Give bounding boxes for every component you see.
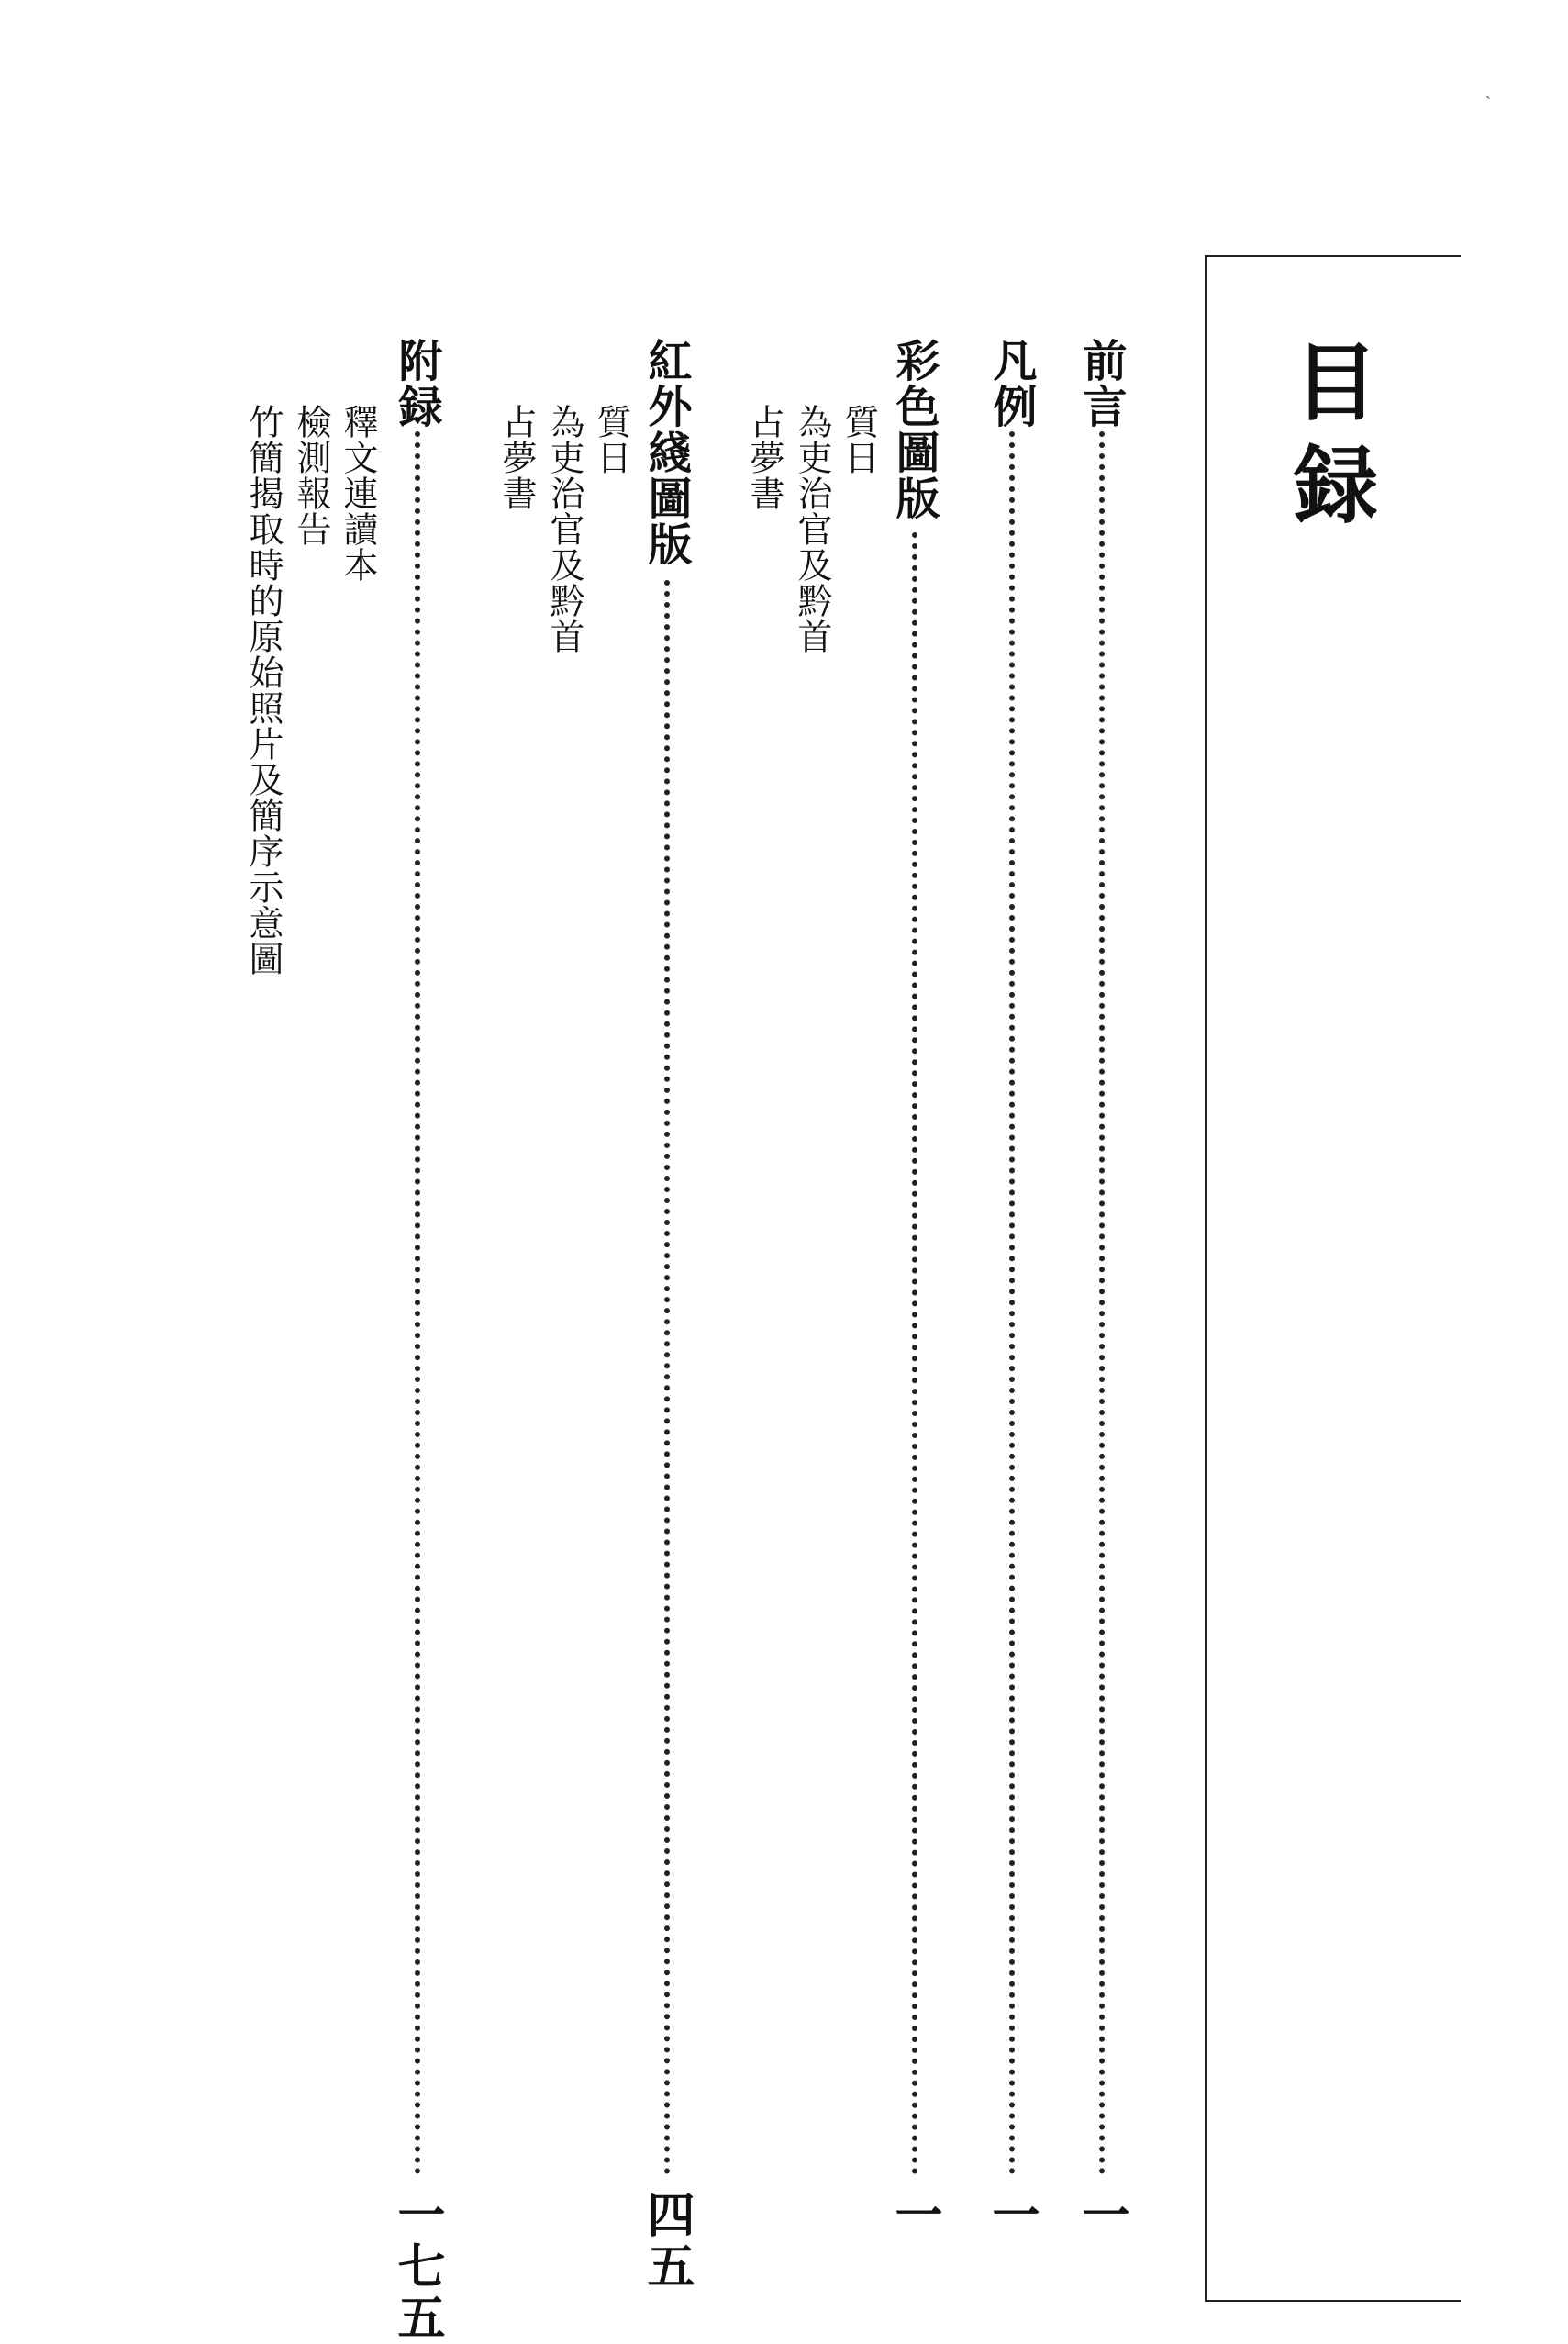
toc-page-number: 一 — [984, 2190, 1040, 2241]
toc-entry-label: 凡例 — [985, 338, 1037, 430]
toc-entry-label: 紅外綫圖版 — [640, 338, 692, 567]
toc-subitem[interactable]: 質日 — [591, 404, 631, 475]
dot-leader — [912, 532, 917, 2175]
toc-subitem[interactable]: 檢測報告 — [291, 404, 331, 547]
toc-subitem[interactable]: 釋文連讀本 — [338, 404, 378, 583]
toc-entry-label: 前言 — [1075, 338, 1127, 430]
toc-subitem[interactable]: 占夢書 — [496, 404, 537, 511]
toc-subitem[interactable]: 占夢書 — [744, 404, 784, 511]
toc-entry-label: 附録 — [391, 338, 442, 430]
page-title: 目録 — [1280, 338, 1379, 543]
dot-leader — [1099, 431, 1105, 2175]
toc-entry-label: 彩色圖版 — [888, 338, 940, 521]
title-frame — [1205, 255, 1461, 2302]
toc-subitem[interactable]: 質日 — [839, 404, 879, 475]
toc-page-number: 一 — [1073, 2190, 1129, 2241]
scan-mark: ˎ — [1485, 81, 1491, 100]
toc-subitem[interactable]: 竹簡揭取時的原始照片及簡序示意圖 — [243, 404, 284, 977]
dot-leader — [415, 431, 420, 2175]
dot-leader — [1009, 431, 1015, 2175]
toc-subitem[interactable]: 為吏治官及黔首 — [544, 404, 584, 654]
toc-page-number: 四五 — [639, 2190, 695, 2293]
dot-leader — [664, 580, 670, 2175]
toc-page-number: 一 — [886, 2190, 942, 2241]
toc-subitem[interactable]: 為吏治官及黔首 — [792, 404, 832, 654]
toc-page-number: 一七五 — [389, 2190, 445, 2344]
